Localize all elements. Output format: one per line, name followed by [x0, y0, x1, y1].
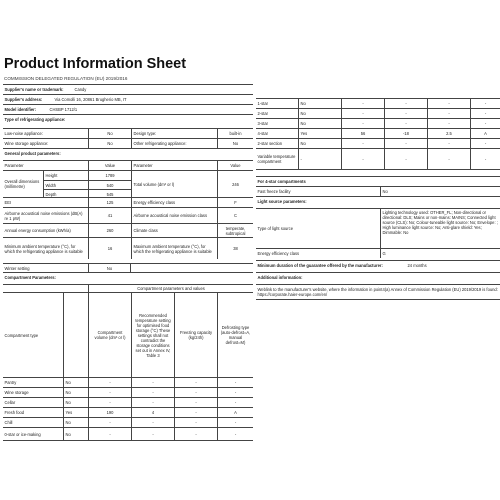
compartment-value: -: [88, 418, 131, 427]
supplier-name-value: Candy: [74, 87, 87, 92]
star-compartment-row: [256, 118, 500, 128]
compartment-value: No: [63, 398, 88, 407]
light-class-row: [256, 248, 500, 258]
compartment-group-label: Compartment parameters and values: [88, 285, 253, 292]
compartment-value: A: [217, 408, 253, 417]
type-heading-row: [3, 114, 253, 124]
dim-width-label: Width: [43, 180, 88, 189]
compartment-value: No: [298, 99, 341, 108]
compartment-value: -: [131, 388, 174, 397]
general-heading-row: [3, 148, 253, 158]
additional-heading: Additional information:: [257, 275, 303, 280]
compartment-value: -: [427, 99, 470, 108]
general-row: [3, 197, 253, 207]
compartment-value: -: [384, 139, 427, 148]
type-param: Design type:: [131, 129, 217, 138]
compartment-type: Variable temperature compartment: [257, 154, 296, 164]
general-value: 260: [88, 224, 131, 237]
compartment-value: 4: [131, 408, 174, 417]
compartment-row: [3, 417, 253, 427]
general-param: Minimum ambient temperature (°C), for which the refrigerating appliance is suitable: [4, 243, 83, 254]
compartment-group-header: [3, 284, 253, 292]
compartment-value: 2.5: [427, 129, 470, 138]
fast-freeze-label: Fast freeze facility: [257, 189, 291, 194]
compartment-value: No: [298, 139, 341, 148]
weblink-url[interactable]: https://corporate.haier-europe.com/en/: [257, 292, 328, 297]
compartment-type: Chill: [4, 420, 13, 425]
compartment-heading-row: [3, 272, 253, 282]
compartment-value: -: [470, 139, 500, 148]
light-heading-row: [256, 196, 500, 206]
supplier-address-value: Via Comolli 16, 20861 Brugherio MB, IT: [54, 97, 127, 102]
compartment-value: 190: [88, 408, 131, 417]
compartment-type: 2-star: [257, 111, 268, 116]
compartment-row: [3, 377, 253, 387]
type-value: No: [88, 129, 131, 138]
left-info-table: [3, 84, 253, 454]
col-header-parameter: Parameter: [4, 163, 24, 168]
compartment-value: -: [88, 378, 131, 387]
dimensions-label: Overall dimensions (millimetre): [4, 179, 40, 189]
regulation-subtitle: COMMISSION DELEGATED REGULATION (EU) 2019/2016: [4, 76, 128, 81]
light-class-value: G: [380, 249, 500, 258]
compartment-value: -: [217, 418, 253, 427]
compartment-value: -: [384, 99, 427, 108]
total-volume-value: 246: [217, 171, 253, 197]
compartment-value: -: [131, 378, 174, 387]
compartment-value: No: [63, 388, 88, 397]
compartment-value: -18: [384, 129, 427, 138]
general-param: Climate class: [131, 224, 217, 237]
type-row: [3, 138, 253, 148]
compartment-value: -: [174, 408, 217, 417]
col-header-volume: Compartment volume (dm³ or l): [88, 293, 131, 377]
star-compartment-row: [256, 98, 500, 108]
general-row: [3, 207, 253, 223]
compartment-value: -: [131, 418, 174, 427]
compartment-value: -: [341, 139, 384, 148]
compartment-col-header-row: [3, 292, 253, 377]
model-value: CHSBP 1712/1: [49, 107, 78, 112]
compartment-type: Cellar: [4, 400, 16, 405]
compartment-value: -: [174, 418, 217, 427]
compartment-value: -: [427, 119, 470, 128]
general-row: [3, 223, 253, 237]
compartment-value: -: [470, 109, 500, 118]
star-compartment-row: [256, 138, 500, 148]
supplier-address-row: [3, 94, 253, 104]
general-param: Maximum ambient temperature (°C), for which the refrigerating appliance is suitable: [131, 238, 217, 259]
winter-setting-label: Winter setting: [4, 265, 30, 271]
compartment-value: Yes: [63, 408, 88, 417]
compartment-value: -: [174, 388, 217, 397]
compartment-value: Yes: [298, 129, 341, 138]
general-param: Annual energy consumption (kWh/a): [4, 228, 71, 233]
weblink-cell: [256, 285, 500, 299]
general-value: F: [217, 198, 253, 207]
supplier-name-row: [3, 84, 253, 94]
for4-heading-row: [256, 176, 500, 186]
dim-height-label: Height: [43, 171, 88, 180]
compartment-value: -: [131, 398, 174, 407]
compartment-value: 56: [341, 129, 384, 138]
general-row: [3, 237, 253, 259]
light-heading: Light source parameters:: [257, 199, 307, 204]
compartment-value: -: [298, 149, 341, 169]
compartment-row: [3, 427, 253, 441]
compartment-type: 1-star: [257, 101, 268, 106]
compartment-value: No: [63, 428, 88, 440]
compartment-value: -: [341, 99, 384, 108]
compartment-value: No: [63, 378, 88, 387]
compartment-value: -: [470, 99, 500, 108]
compartment-type: Pantry: [4, 380, 17, 385]
blank-cell: [3, 285, 88, 292]
compartment-value: -: [470, 119, 500, 128]
light-type-row: [256, 208, 500, 248]
total-volume-label: Total volume (dm³ or l): [131, 171, 217, 197]
type-row: [3, 128, 253, 138]
dim-depth-label: Depth: [43, 189, 88, 198]
model-label: Model identifier:: [4, 107, 37, 112]
col-header-value: Value: [217, 161, 253, 170]
right-info-table: [256, 98, 500, 358]
compartment-value: -: [88, 388, 131, 397]
star-compartment-row: [256, 128, 500, 138]
weblink-row: [256, 284, 500, 300]
compartment-value: No: [298, 119, 341, 128]
compartment-value: A: [470, 129, 500, 138]
additional-heading-row: [256, 272, 500, 282]
dim-height-value: 1789: [88, 171, 131, 180]
fast-freeze-row: [256, 186, 500, 196]
compartment-value: -: [217, 428, 253, 440]
type-value: No: [217, 139, 253, 148]
compartment-value: No: [298, 109, 341, 118]
compartment-type: 3-star: [257, 121, 268, 126]
dim-width-value: 540: [88, 180, 131, 189]
star-compartment-row: [256, 108, 500, 118]
light-type-label: Type of light source: [257, 226, 293, 231]
supplier-address-label: Supplier's address:: [4, 97, 43, 102]
light-class-label: Energy efficiency class: [257, 251, 300, 256]
type-param: Wine storage appliance:: [4, 141, 49, 146]
compartment-value: -: [384, 109, 427, 118]
compartment-type: 4-star: [257, 131, 268, 136]
compartment-value: -: [174, 378, 217, 387]
col-header-defrosting: Defrosting type (auto-defrost=A, manual defrost=M): [217, 293, 253, 377]
dim-depth-value: 545: [88, 189, 131, 198]
col-header-temperature: Recommended temperature setting for optimised food storage (°C) These settings shall not contradict the storage conditions set out in Annex IV, Table 3: [131, 293, 174, 377]
compartment-type: Wine storage: [4, 390, 29, 395]
compartment-value: -: [88, 428, 131, 440]
compartment-value: -: [341, 109, 384, 118]
compartment-value: -: [341, 149, 384, 169]
guarantee-value: 24 months: [407, 263, 427, 268]
for4-heading: For 4-star compartments: [257, 179, 306, 184]
compartment-heading: Compartment Parameters:: [4, 275, 56, 280]
compartment-value: -: [174, 428, 217, 440]
general-param: Airborne acoustical noise emissions (dB(A) re 1 pW): [4, 210, 83, 221]
compartment-row: [3, 407, 253, 417]
light-type-value: Lighting technology used: OTHER_FL; Non-directional or directional: DLS; Mains or non-mains: MAINS; Connected light source (CLS): No; Colour-tuneable light source: No; Envelope: ; High luminance light source: No; Anti-glare shield: Yes; Dimmable: No: [380, 209, 500, 248]
compartment-value: -: [131, 428, 174, 440]
compartment-value: -: [384, 149, 427, 169]
compartment-row: [3, 397, 253, 407]
general-value: C: [217, 208, 253, 223]
general-param: Airborne acoustical noise emission class: [131, 208, 217, 223]
compartment-value: -: [88, 398, 131, 407]
general-value: temperate, subtropical: [217, 224, 253, 237]
col-header-parameter: Parameter: [131, 161, 217, 170]
compartment-value: -: [427, 149, 470, 169]
general-value: 41: [88, 208, 131, 223]
compartment-value: -: [470, 149, 500, 169]
star-compartment-row: [256, 148, 500, 170]
fast-freeze-value: No: [380, 187, 500, 196]
col-header-freezing: Freezing capacity (kg/24h): [174, 293, 217, 377]
general-value: 38: [217, 238, 253, 259]
general-value: 125: [88, 198, 131, 207]
winter-setting-row: [3, 263, 253, 272]
compartment-row: [3, 387, 253, 397]
general-header-row: [3, 160, 253, 170]
compartment-value: -: [174, 398, 217, 407]
compartment-type: 0-star or ice-making: [4, 431, 41, 437]
type-param: Other refrigerating appliance:: [131, 139, 217, 148]
compartment-value: -: [427, 139, 470, 148]
dimensions-block: [3, 170, 253, 197]
type-value: No: [88, 139, 131, 148]
supplier-name-label: Supplier's name or trademark:: [4, 87, 64, 92]
col-header-value: Value: [88, 161, 131, 170]
compartment-type-header: Compartment type: [4, 332, 39, 338]
general-value: 16: [88, 238, 131, 259]
general-heading: General product parameters:: [4, 151, 61, 156]
compartment-value: -: [384, 119, 427, 128]
type-value: built-in: [217, 129, 253, 138]
compartment-value: -: [217, 398, 253, 407]
guarantee-row: [256, 260, 500, 270]
blank-cell: [63, 293, 88, 377]
compartment-type: 2-star section: [257, 141, 283, 146]
type-heading: Type of refrigerating appliance:: [4, 117, 66, 122]
guarantee-label: Minimum duration of the guarantee offered by the manufacturer:: [257, 263, 383, 268]
weblink-text: Weblink to the manufacturer's website, where the information in point4(a) Annex of Commission Regulation (EU) 2019/2019 is found:: [257, 287, 498, 292]
compartment-value: -: [427, 109, 470, 118]
compartment-value: -: [217, 388, 253, 397]
compartment-value: No: [63, 418, 88, 427]
type-param: Low-noise appliance:: [4, 131, 43, 136]
model-row: [3, 104, 253, 114]
compartment-type: Fresh food: [4, 410, 25, 415]
compartment-value: -: [341, 119, 384, 128]
general-param: EEI: [4, 200, 12, 205]
general-param: Energy efficiency class: [131, 198, 217, 207]
compartment-value: -: [217, 378, 253, 387]
page-title: Product Information Sheet: [4, 56, 187, 72]
winter-setting-value: No: [88, 264, 131, 272]
